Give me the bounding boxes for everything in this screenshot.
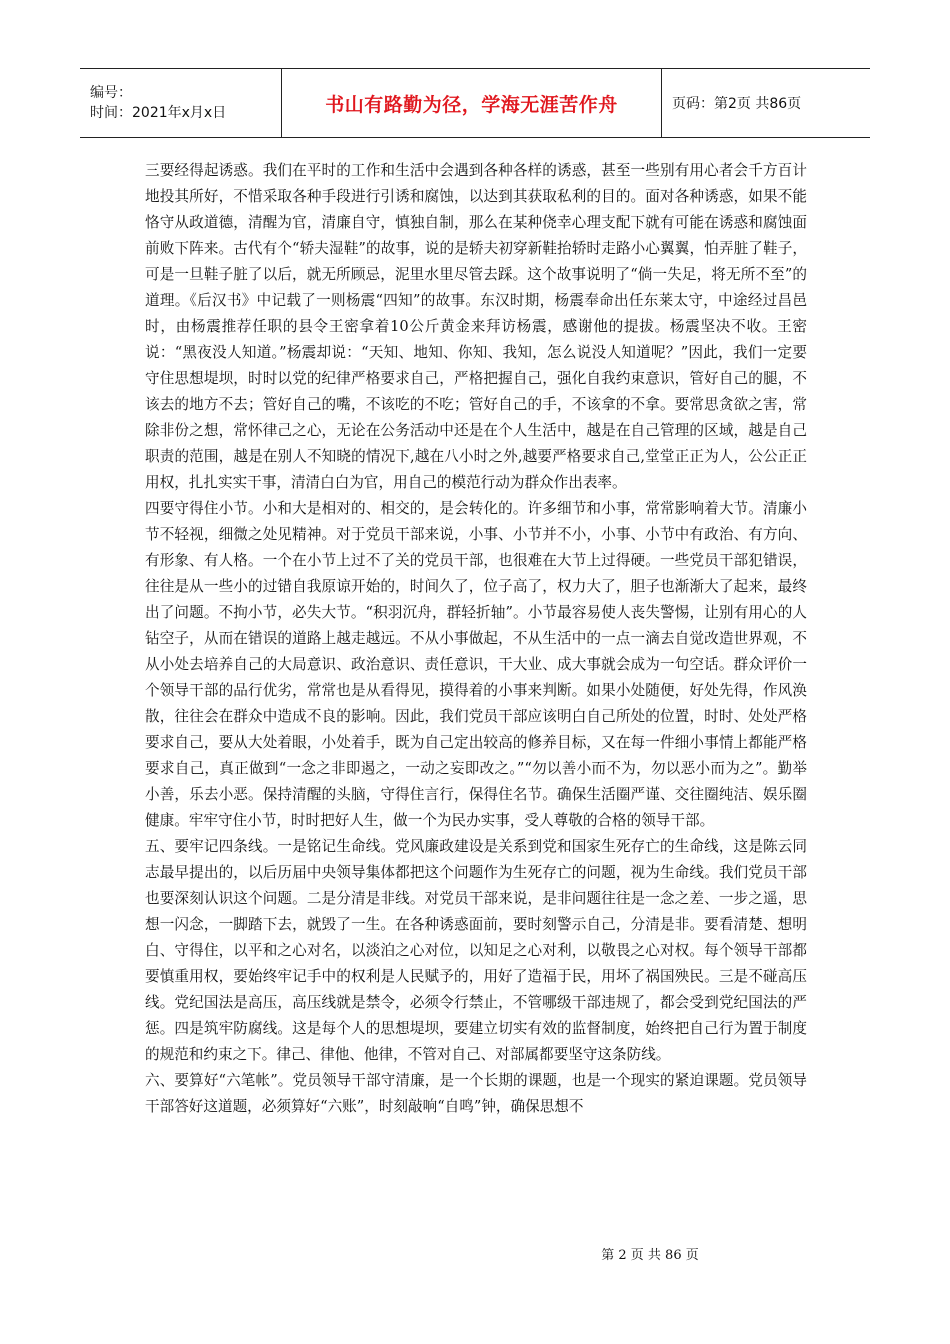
page-header <box>80 68 870 138</box>
page-footer <box>0 1244 950 1263</box>
paragraph-small-details: 四要守得住小节。小和大是相对的、相交的，是会转化的。许多细节和小事，常常影响着大节。清廉小节不轻视，细微之处见精神。对于党员干部来说，小事、小节并不小，小事、小节中有政治、有方向、有形象、有人格。一个在小节上过不了关的党员干部，也很难在大节上过得硬。一些党员干部犯错误，往往是从一些小的过错自我原谅开始的，时间久了，位子高了，权力大了，胆子也渐渐大了起来，最终出了问题。不拘小节，必失大节。“积羽沉舟，群轻折轴”。小节最容易使人丧失警惕，让别有用心的人钻空子，从而在错误的道路上越走越远。不从小事做起，不从生活中的一点一滴去自觉改造世界观，不从小处去培养自己的大局意识、政治意识、责任意识，干大业、成大事就会成为一句空话。群众评价一个领导干部的品行优劣，常常也是从看得见，摸得着的小事来判断。如果小处随便，好处先得，作风涣散，往往会在群众中造成不良的影响。因此，我们党员干部应该明白自己所处的位置，时时、处处严格要求自己，要从大处着眼，小处着手，既为自己定出较高的修养目标，又在每一件细小事情上都能严格要求自己，真正做到“一念之非即遏之，一动之妄即改之。”“勿以善小而不为，勿以恶小而为之”。勤举小善，乐去小恶。保持清醒的头脑，守得住言行，保得住名节。确保生活圈严谨、交往圈纯洁、娱乐圈健康。牢牢守住小节，时时把好人生，做一个为民办实事，受人尊敬的合格的领导干部。 <box>145 500 807 829</box>
page-info: 页码：第2页 共86页 <box>672 96 802 112</box>
header-page-info-cell <box>662 69 870 137</box>
header-motto-cell <box>282 69 662 137</box>
paragraph-four-lines: 五、要牢记四条线。一是铭记生命线。党风廉政建设是关系到党和国家生死存亡的生命线，这是陈云同志最早提出的，以后历届中央领导集体都把这个问题作为生死存亡的问题，视为生命线。我们党员干部也要深刻认识这个问题。二是分清是非线。对党员干部来说，是非问题往往是一念之差、一步之遥，思想一闪念，一脚踏下去，就毁了一生。在各种诱惑面前，要时刻警示自己，分清是非。要看清楚、想明白、守得住，以平和之心对名，以淡泊之心对位，以知足之心对利，以敬畏之心对权。每个领导干部都要慎重用权，要始终牢记手中的权利是人民赋予的，用好了造福于民，用坏了祸国殃民。三是不碰高压线。党纪国法是高压，高压线就是禁令，必须令行禁止，不管哪级干部违规了，都会受到党纪国法的严惩。四是筑牢防腐线。这是每个人的思想堤坝，要建立切实有效的监督制度，始终把自己行为置于制度的规范和约束之下。律己、律他、他律，不管对自己、对部属都要坚守这条防线。 <box>145 838 807 1063</box>
header-meta <box>80 69 282 137</box>
number-label: 编号： <box>90 85 132 101</box>
paragraph-six-accounts: 六、要算好“六笔帐”。党员领导干部守清廉，是一个长期的课题，也是一个现实的紧迫课题。党员领导干部答好这道题，必须算好“六账”，时刻敲响“自鸣”钟，确保思想不 <box>145 1072 807 1115</box>
document-body <box>145 158 807 1120</box>
footer-page-number: 第 2 页 共 86 页 <box>601 1248 699 1263</box>
date-label: 时间：2021年x月x日 <box>90 105 227 121</box>
paragraph-temptation: 三要经得起诱惑。我们在平时的工作和生活中会遇到各种各样的诱惑，甚至一些别有用心者会千方百计地投其所好，不惜采取各种手段进行引诱和腐蚀，以达到其获取私利的目的。面对各种诱惑，如果不能恪守从政道德，清醒为官，清廉自守，慎独自制，那么在某种侥幸心理支配下就有可能在诱惑和腐蚀面前败下阵来。古代有个“轿夫湿鞋”的故事，说的是轿夫初穿新鞋抬轿时走路小心翼翼，怕弄脏了鞋子，可是一旦鞋子脏了以后，就无所顾忌，泥里水里尽管去踩。这个故事说明了“倘一失足，将无所不至”的道理。《后汉书》中记载了一则杨震“四知”的故事。东汉时期，杨震奉命出任东莱太守，中途经过昌邑时，由杨震推荐任职的县令王密拿着10公斤黄金来拜访杨震，感谢他的提拔。杨震坚决不收。王密说：“黑夜没人知道。”杨震却说：“天知、地知、你知、我知，怎么说没人知道呢？”因此，我们一定要守住思想堤坝，时时以党的纪律严格要求自己，严格把握自己，强化自我约束意识，管好自己的腿，不该去的地方不去；管好自己的嘴，不该吃的不吃；管好自己的手，不该拿的不拿。要常思贪欲之害，常除非份之想，常怀律己之心，无论在公务活动中还是在个人生活中，越是在自己管理的区域，越是自己职责的范围，越是在别人不知晓的情况下,越在八小时之外,越要严格要求自己,堂堂正正为人，公公正正用权，扎扎实实干事，清清白白为官，用自己的模范行动为群众作出表率。 <box>145 162 807 491</box>
motto: 书山有路勤为径，学海无涯苦作舟 <box>325 93 618 116</box>
